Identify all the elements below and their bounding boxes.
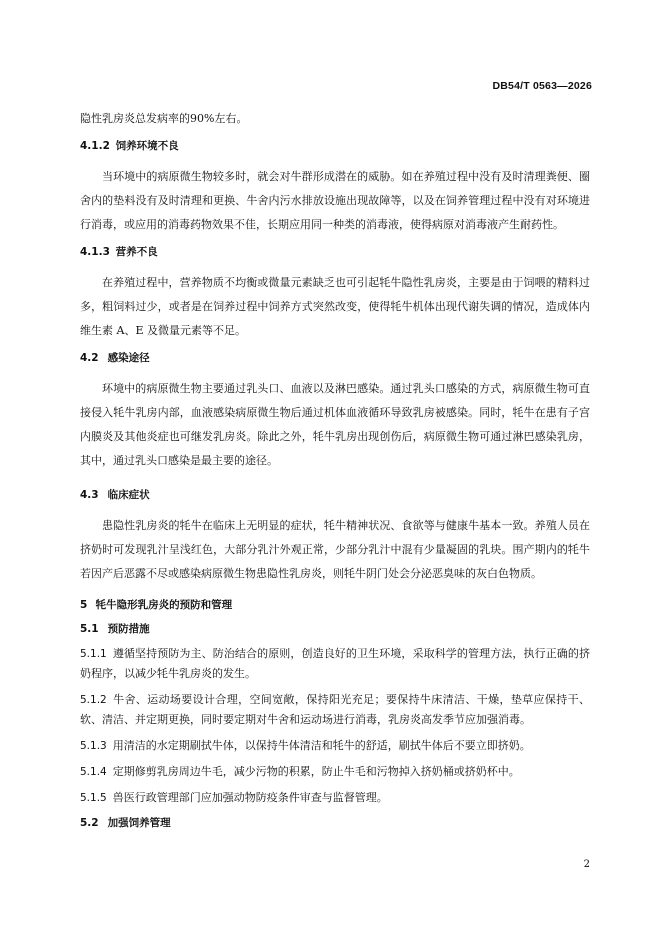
- section-title: 饲养环境不良: [115, 140, 179, 152]
- document-body: [80, 107, 590, 832]
- clause-number: 5.1.3: [80, 740, 107, 752]
- clause-text: 用清洁的水定期刷拭牛体，以保持牛体清洁和牦牛的舒适，刷拭牛体后不要立即挤奶。: [112, 739, 531, 752]
- clause-text: 兽医行政管理部门应加强动物防疫条件审查与监督管理。: [112, 791, 388, 804]
- section-heading-4-2: [80, 349, 590, 367]
- section-title: 预防措施: [107, 623, 150, 635]
- clause-5-1-1: [80, 644, 590, 684]
- section-number: 5: [80, 599, 88, 611]
- section-title: 感染途径: [107, 352, 150, 364]
- clause-5-1-3: [80, 736, 590, 756]
- paragraph-nutrition: 在养殖过程中，营养物质不均衡或微量元素缺乏也可引起牦牛隐性乳房炎，主要是由于饲喂的精料过多，粗饲料过少，或者是在饲养过程中饲养方式突然改变，使得牦牛机体出现代谢失调的情况，造成体内维生素 A、E 及微量元素等不足。: [80, 276, 590, 337]
- section-heading-5-2: [80, 814, 590, 832]
- section-number: 4.1.3: [80, 246, 110, 258]
- clause-number: 5.1.5: [80, 792, 107, 804]
- page-number: 2: [583, 859, 590, 870]
- clause-number: 5.1.1: [80, 648, 107, 660]
- section-title: 营养不良: [115, 246, 158, 258]
- section-heading-5: [80, 596, 590, 614]
- section-heading-4-1-2: [80, 137, 590, 155]
- clause-text: 定期修剪乳房周边牛毛，减少污物的积累，防止牛毛和污物掉入挤奶桶或挤奶杯中。: [112, 765, 520, 778]
- clause-5-1-2: [80, 690, 590, 730]
- paragraph-continuation: 隐性乳房炎总发病率的90%左右。: [80, 112, 248, 125]
- section-title: 牦牛隐形乳房炎的预防和管理: [95, 599, 233, 611]
- paragraph-environment: 当环境中的病原微生物较多时，就会对牛群形成潜在的威胁。如在养殖过程中没有及时清理粪便、圈舍内的垫料没有及时清理和更换、牛舍内污水排放设施出现故障等，以及在饲养管理过程中没有对环境进行消毒，或应用的消毒药物效果不佳，长期应用同一种类的消毒液，使得病原对消毒液产生耐药性。: [80, 170, 590, 231]
- clause-5-1-5: [80, 788, 590, 808]
- paragraph-infection-route: 环境中的病原微生物主要通过乳头口、血液以及淋巴感染。通过乳头口感染的方式，病原微生物可直接侵入牦牛乳房内部，血液感染病原微生物后通过机体血液循环导致乳房被感染。同时，牦牛在患有子宫内膜炎及其他炎症也可继发乳房炎。除此之外，牦牛乳房出现创伤后，病原微生物可通过淋巴感染乳房，其中，通过乳头口感染是最主要的途径。: [80, 382, 590, 467]
- section-number: 5.2: [80, 817, 99, 829]
- section-number: 4.1.2: [80, 140, 110, 152]
- clause-text: 牛舍、运动场要设计合理，空间宽敞，保持阳光充足；要保持牛床清洁、干燥，垫草应保持干、软、清洁、并定期更换，同时要定期对牛舍和运动场进行消毒，乳房炎高发季节应加强消毒。: [80, 693, 590, 726]
- section-number: 4.3: [80, 489, 99, 501]
- document-code: DB54/T 0563—2026: [492, 80, 592, 92]
- clause-text: 遵循坚持预防为主、防治结合的原则，创造良好的卫生环境，采取科学的管理方法，执行正确的挤奶程序，以减少牦牛乳房炎的发生。: [80, 647, 590, 680]
- section-title: 加强饲养管理: [107, 817, 171, 829]
- section-title: 临床症状: [107, 489, 150, 501]
- paragraph-clinical-symptoms: 患隐性乳房炎的牦牛在临床上无明显的症状，牦牛精神状况、食欲等与健康牛基本一致。养殖人员在挤奶时可发现乳汁呈浅红色，大部分乳汁外观正常，少部分乳汁中混有少量凝固的乳块。围产期内的牦牛若因产后恶露不尽或感染病原微生物患隐性乳房炎，则牦牛阴门处会分泌恶臭味的灰白色物质。: [80, 519, 590, 580]
- clause-number: 5.1.2: [80, 694, 107, 706]
- section-heading-5-1: [80, 620, 590, 638]
- section-heading-4-1-3: [80, 243, 590, 261]
- clause-5-1-4: [80, 762, 590, 782]
- section-number: 5.1: [80, 623, 99, 635]
- clause-number: 5.1.4: [80, 766, 107, 778]
- section-heading-4-3: [80, 486, 590, 504]
- section-number: 4.2: [80, 352, 99, 364]
